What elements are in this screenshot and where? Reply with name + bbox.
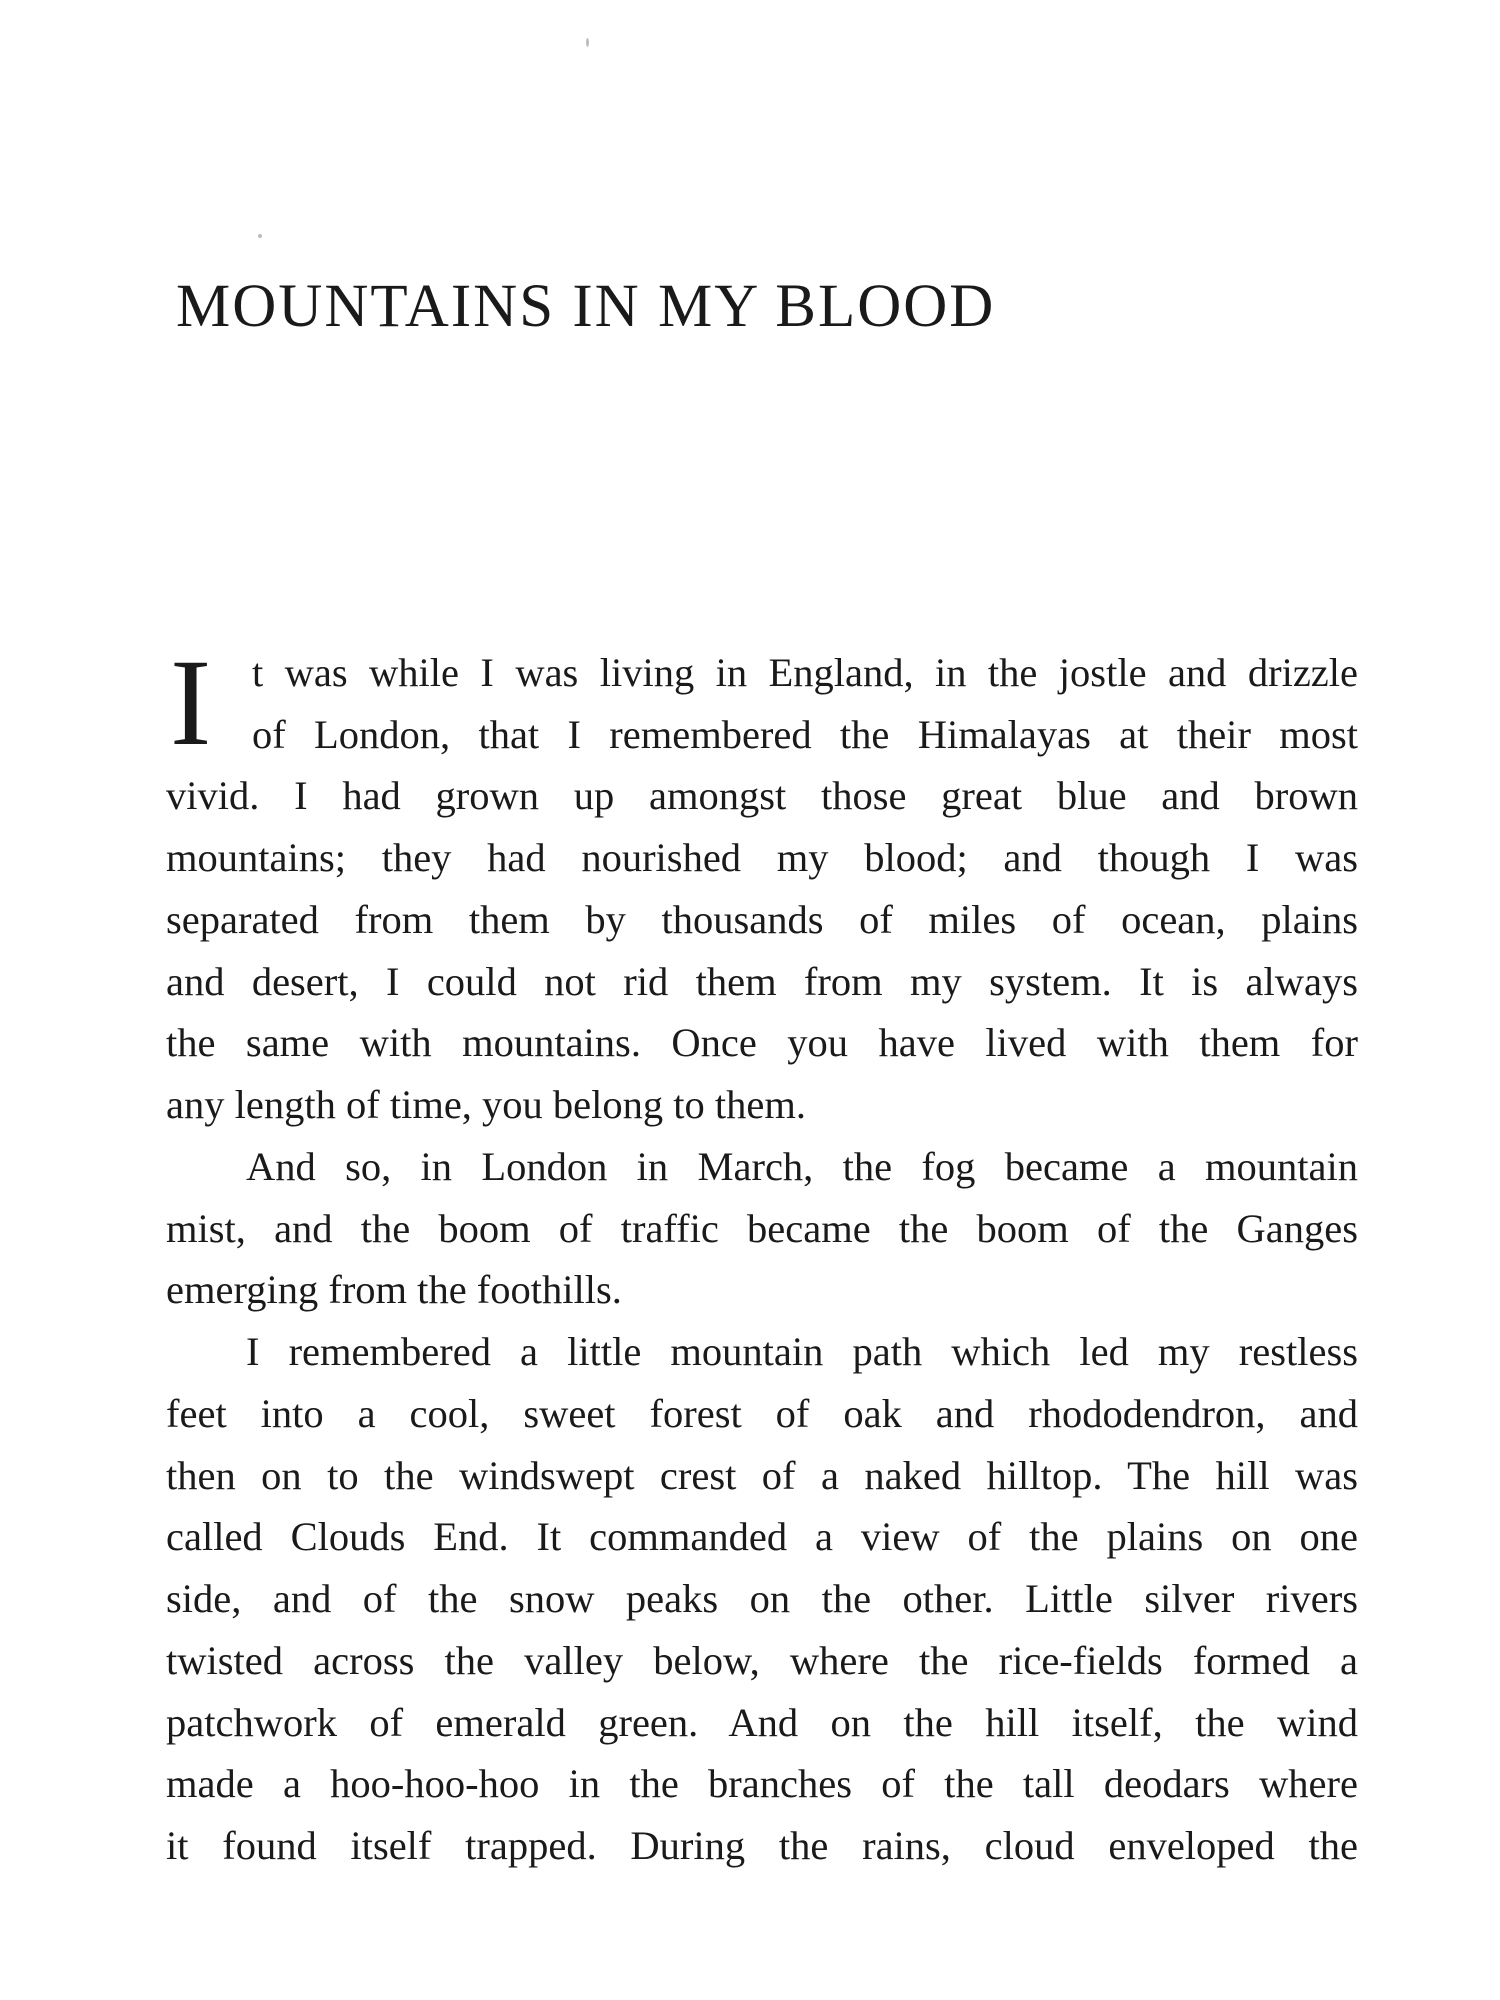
text-line: mountains; they had nourished my blood; and though I was	[166, 835, 1358, 880]
text-line: feet into a cool, sweet forest of oak and rhododendron, and	[166, 1391, 1358, 1436]
text-line: separated from them by thousands of miles of ocean, plains	[166, 897, 1358, 942]
text-line: mist, and the boom of traffic became the boom of the Ganges	[166, 1206, 1358, 1251]
text-line: it found itself trapped. During the rains, cloud enveloped the	[166, 1823, 1358, 1868]
text-line: any length of time, you belong to them.	[166, 1082, 807, 1127]
chapter-title: MOUNTAINS IN MY BLOOD	[176, 273, 996, 340]
scan-speck	[258, 234, 262, 238]
text-line: And so, in London in March, the fog became a mountain	[246, 1144, 1358, 1189]
text-line: emerging from the foothills.	[166, 1267, 622, 1312]
text-line: side, and of the snow peaks on the other. Little silver rivers	[166, 1576, 1358, 1621]
text-line: vivid. I had grown up amongst those great blue and brown	[166, 773, 1358, 818]
text-line: made a hoo-hoo-hoo in the branches of the tall deodars where	[166, 1761, 1358, 1806]
text-line: I remembered a little mountain path which led my restless	[246, 1329, 1358, 1374]
text-line: and desert, I could not rid them from my system. It is always	[166, 959, 1358, 1004]
text-line: t was while I was living in England, in the jostle and drizzle	[252, 650, 1358, 695]
text-line: twisted across the valley below, where the rice-fields formed a	[166, 1638, 1358, 1683]
drop-cap: I	[170, 634, 212, 771]
text-line: of London, that I remembered the Himalayas at their most	[252, 712, 1358, 757]
text-line: then on to the windswept crest of a naked hilltop. The hill was	[166, 1453, 1358, 1498]
text-line: called Clouds End. It commanded a view of the plains on one	[166, 1514, 1358, 1559]
text-line: the same with mountains. Once you have lived with them for	[166, 1020, 1358, 1065]
scan-speck	[586, 38, 589, 47]
text-line: patchwork of emerald green. And on the hill itself, the wind	[166, 1700, 1358, 1745]
